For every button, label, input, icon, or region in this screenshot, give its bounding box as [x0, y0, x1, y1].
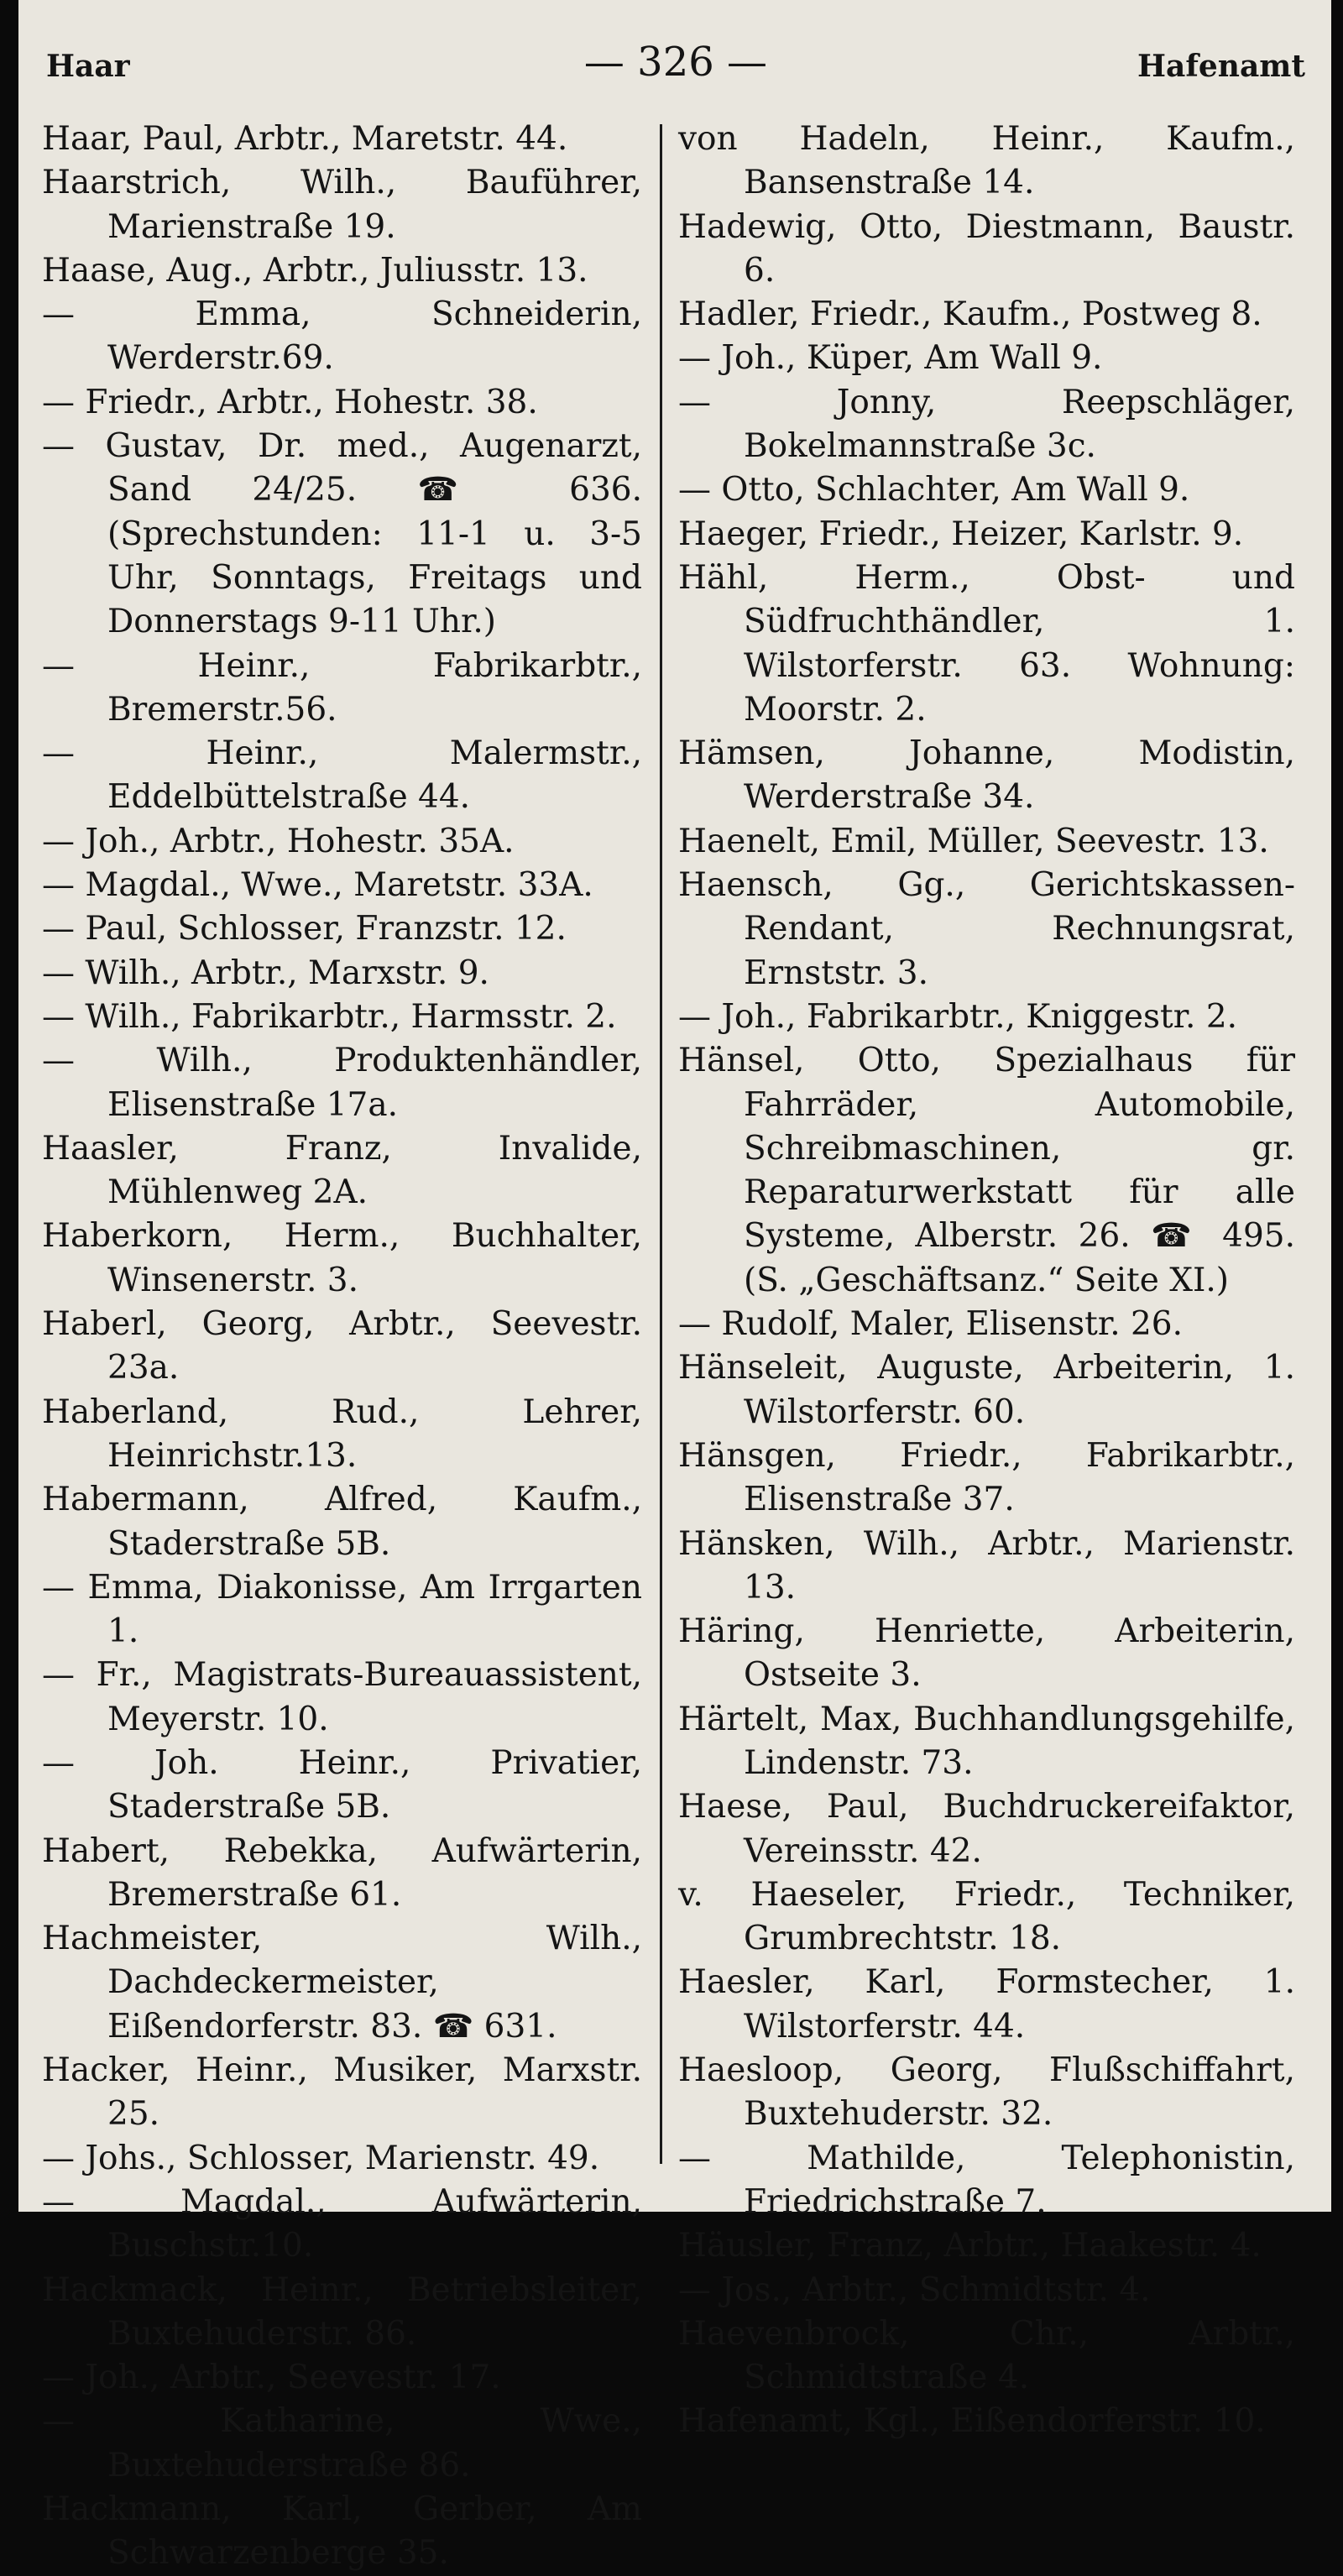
directory-entry: — Otto, Schlachter, Am Wall 9.: [678, 471, 1190, 509]
directory-entry: — Wilh., Arbtr., Marxstr. 9.: [42, 954, 489, 992]
right-column: [678, 118, 1295, 2444]
directory-entry: Haberl, Georg, Arbtr., Seevestr. 23a.: [42, 1305, 642, 1387]
directory-entry: Hämsen, Johanne, Modistin, Werderstraße 34.: [678, 734, 1295, 817]
directory-entry: — Joh., Arbtr., Hohestr. 35A.: [42, 822, 515, 860]
directory-entry: Hadler, Friedr., Kaufm., Postweg 8.: [678, 295, 1262, 334]
directory-entry: Hänsgen, Friedr., Fabrikarbtr., Elisenstraße 37.: [678, 1436, 1295, 1519]
directory-entry: Hacker, Heinr., Musiker, Marxstr. 25.: [42, 2051, 642, 2134]
directory-entry: — Paul, Schlosser, Franzstr. 12.: [42, 910, 567, 948]
directory-entry: — Joh., Küper, Am Wall 9.: [678, 339, 1103, 378]
directory-entry: — Joh., Arbtr., Seevestr. 17.: [42, 2359, 501, 2397]
directory-entry: Härtelt, Max, Buchhandlungsgehilfe, Lindenstr. 73.: [678, 1700, 1295, 1782]
directory-entry: Häusler, Franz, Arbtr., Haakestr. 4.: [678, 2227, 1262, 2265]
scan-edge-right: [1331, 0, 1343, 2212]
directory-entry: Hänseleit, Auguste, Arbeiterin, 1. Wilstorferstr. 60.: [678, 1349, 1295, 1431]
directory-entry: — Joh. Heinr., Privatier, Staderstraße 5B.: [42, 1743, 642, 1826]
directory-entry: Hänsken, Wilh., Arbtr., Marienstr. 13.: [678, 1524, 1295, 1607]
header-left-keyword: Haar: [46, 49, 130, 84]
directory-entry: Hackmann, Karl, Gerber, Am Schwarzenberge 35.: [42, 2490, 642, 2573]
scan-edge-left: [0, 0, 18, 2212]
directory-entry: — Jos., Arbtr., Schmidtstr. 4.: [678, 2270, 1151, 2309]
page-number: — 326 —: [583, 39, 768, 86]
header-right-keyword: Hafenamt: [1137, 49, 1305, 84]
directory-entry: — Wilh., Fabrikarbtr., Harmsstr. 2.: [42, 997, 617, 1036]
directory-entry: Haberkorn, Herm., Buchhalter, Winsenerstr. 3.: [42, 1217, 642, 1299]
directory-entry: Haese, Paul, Buchdruckereifaktor, Vereinsstr. 42.: [678, 1788, 1295, 1870]
directory-entry: Haesloop, Georg, Flußschiffahrt, Buxtehuderstr. 32.: [678, 2051, 1295, 2134]
directory-entry: Haesler, Karl, Formstecher, 1. Wilstorferstr. 44.: [678, 1963, 1295, 2046]
directory-entry: — Mathilde, Telephonistin, Friedrichstraße 7.: [678, 2139, 1295, 2221]
directory-entry: — Heinr., Malermstr., Eddelbüttelstraße 44.: [42, 734, 642, 817]
directory-entry: v. Haeseler, Friedr., Techniker, Grumbrechtstr. 18.: [678, 1875, 1295, 1958]
directory-entry: Haenelt, Emil, Müller, Seevestr. 13.: [678, 822, 1269, 860]
directory-entry: Haeger, Friedr., Heizer, Karlstr. 9.: [678, 515, 1244, 553]
directory-entry: — Heinr., Fabrikarbtr., Bremerstr.56.: [42, 646, 642, 729]
directory-entry: Hadewig, Otto, Diestmann, Baustr. 6.: [678, 207, 1295, 290]
directory-entry: — Rudolf, Maler, Elisenstr. 26.: [678, 1305, 1184, 1344]
directory-entry: Hähl, Herm., Obst- und Südfruchthändler, 1. Wilstorferstr. 63. Wohnung: Moorstr. 2.: [678, 558, 1295, 729]
left-column: [42, 118, 642, 2576]
directory-entry: Haasler, Franz, Invalide, Mühlenweg 2A.: [42, 1129, 642, 1212]
directory-entry: — Katharine, Wwe., Buxtehuderstraße 86.: [42, 2402, 642, 2485]
directory-entry: Habert, Rebekka, Aufwärterin, Bremerstraße 61.: [42, 1831, 642, 1914]
directory-entry: — Johs., Schlosser, Marienstr. 49.: [42, 2139, 600, 2177]
page-header: [46, 39, 1305, 89]
directory-entry: Haarstrich, Wilh., Bauführer, Marienstraße 19.: [42, 164, 642, 246]
directory-entry: Haevenbrock, Chr., Arbtr., Schmidtstraße 4.: [678, 2314, 1295, 2397]
directory-entry: — Magdal., Aufwärterin, Buschstr.10.: [42, 2182, 642, 2265]
directory-entry: Hänsel, Otto, Spezialhaus für Fahrräder, Automobile, Schreibmaschinen, gr. Reparaturwerkstatt für alle Systeme, Alberstr. 26. ☎ 495. (S. „Geschäftsanz.“ Seite XI.): [678, 1042, 1295, 1299]
directory-entry: Haase, Aug., Arbtr., Juliusstr. 13.: [42, 251, 588, 290]
directory-entry: Habermann, Alfred, Kaufm., Staderstraße 5B.: [42, 1481, 642, 1563]
directory-entry: — Emma, Diakonisse, Am Irrgarten 1.: [42, 1568, 642, 1651]
directory-entry: — Jonny, Reepschläger, Bokelmannstraße 3c.: [678, 383, 1295, 466]
directory-entry: Häring, Henriette, Arbeiterin, Ostseite 3.: [678, 1612, 1295, 1695]
directory-entry: Hafenamt, Kgl., Eißendorferstr. 10.: [678, 2402, 1266, 2441]
column-divider: [660, 124, 662, 2164]
directory-entry: Hackmack, Heinr., Betriebsleiter, Buxtehuderstr. 86.: [42, 2270, 642, 2353]
directory-entry: Haensch, Gg., Gerichtskassen-Rendant, Rechnungsrat, Ernststr. 3.: [678, 866, 1295, 992]
directory-entry: Hachmeister, Wilh., Dachdeckermeister, Eißendorferstr. 83. ☎ 631.: [42, 1920, 642, 2046]
directory-entry: Haberland, Rud., Lehrer, Heinrichstr.13.: [42, 1393, 642, 1475]
directory-entry: — Emma, Schneiderin, Werderstr.69.: [42, 295, 642, 378]
directory-entry: — Fr., Magistrats-Bureauassistent, Meyerstr. 10.: [42, 1656, 642, 1738]
directory-entry: von Hadeln, Heinr., Kaufm., Bansenstraße 14.: [678, 120, 1295, 202]
directory-entry: — Magdal., Wwe., Maretstr. 33A.: [42, 866, 593, 905]
directory-entry: — Gustav, Dr. med., Augenarzt, Sand 24/25. ☎ 636. (Sprechstunden: 11-1 u. 3-5 Uhr, Sonntags, Freitags und Donnerstags 9-11 Uhr.): [42, 427, 642, 641]
directory-entry: — Joh., Fabrikarbtr., Kniggestr. 2.: [678, 997, 1238, 1036]
directory-entry: — Wilh., Produktenhändler, Elisenstraße 17a.: [42, 1042, 642, 1124]
directory-entry: Haar, Paul, Arbtr., Maretstr. 44.: [42, 120, 568, 158]
directory-entry: — Friedr., Arbtr., Hohestr. 38.: [42, 383, 538, 421]
